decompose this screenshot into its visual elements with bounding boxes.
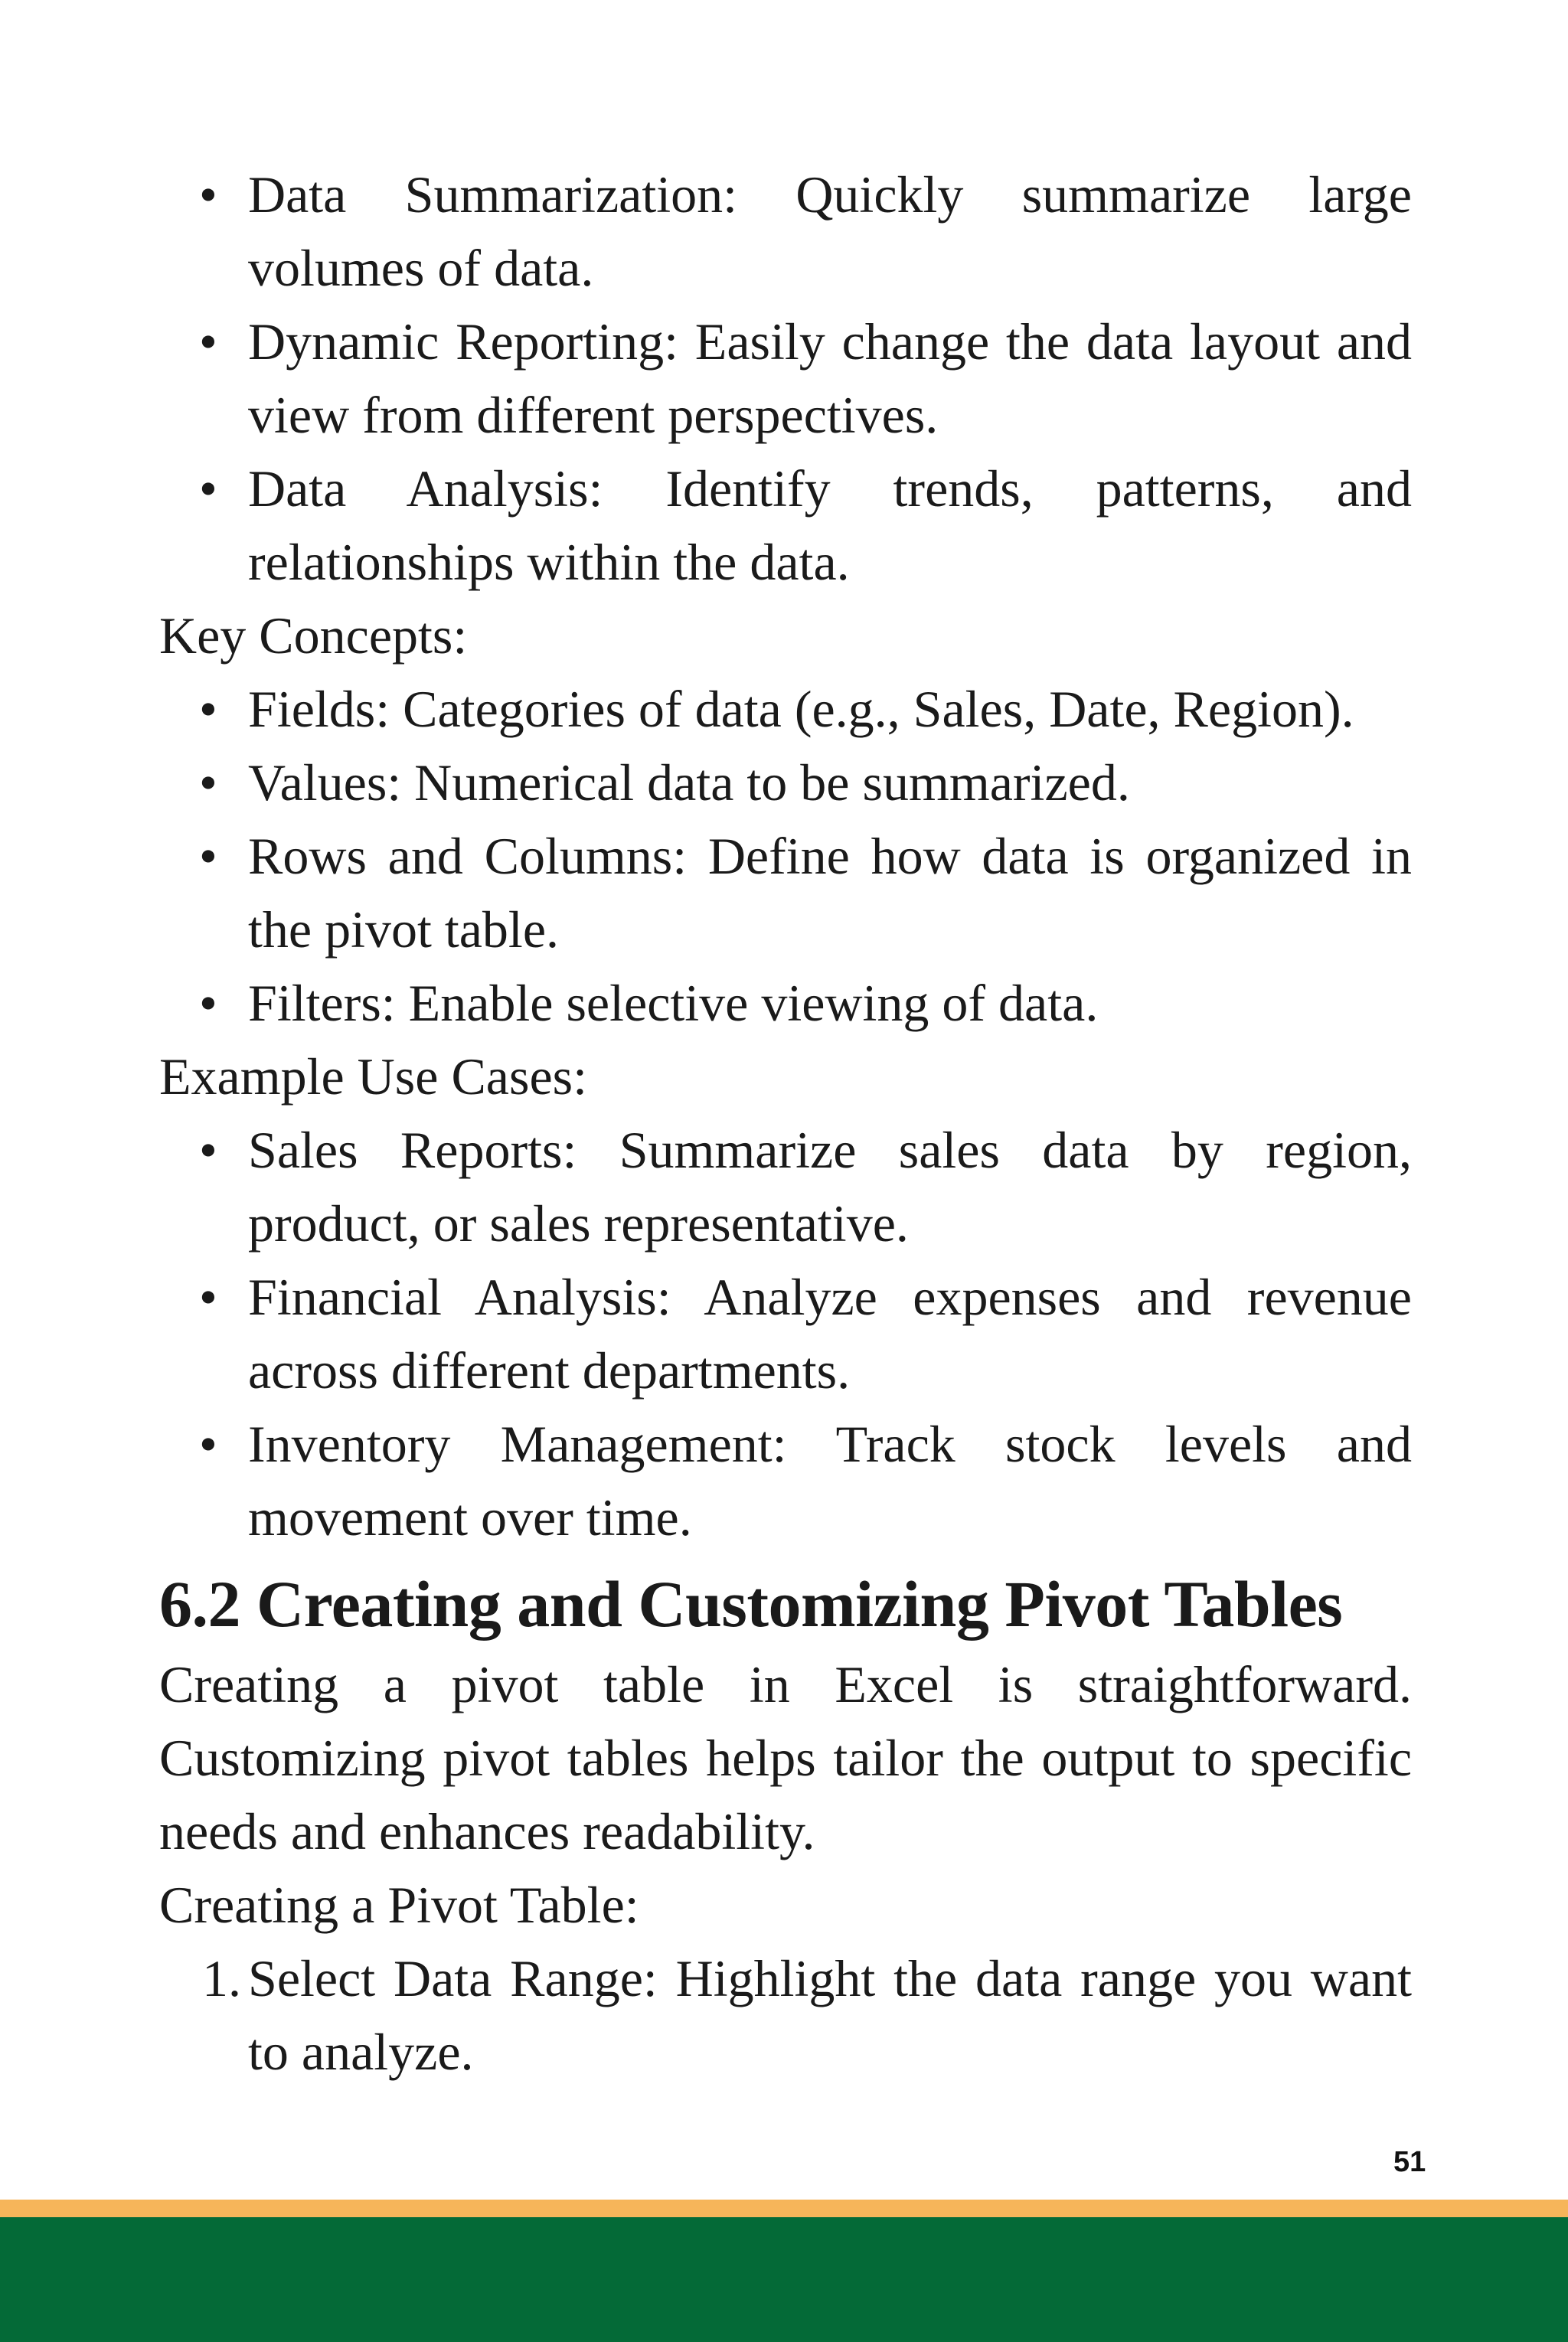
list-item	[159, 1260, 1412, 1407]
list-item	[159, 305, 1412, 452]
list-item	[159, 452, 1412, 599]
list-item-text: Dynamic Reporting: Easily change the data layout and view from different perspectives.	[248, 312, 1412, 444]
steps-list	[159, 1942, 1412, 2089]
list-item-text: Values: Numerical data to be summarized.	[248, 753, 1130, 812]
section-paragraph: Creating a pivot table in Excel is straightforward. Customizing pivot tables helps tailor the output to specific needs and enhances readability.	[159, 1655, 1412, 1860]
bullet-marker: •	[199, 1268, 217, 1326]
bullet-marker: •	[199, 680, 217, 738]
list-item-text: Rows and Columns: Define how data is organized in the pivot table.	[248, 827, 1412, 959]
steps-label: Creating a Pivot Table:	[159, 1876, 639, 1934]
list-item	[159, 1113, 1412, 1260]
bullet-marker: •	[199, 753, 217, 812]
step-number: 1.	[202, 1949, 241, 2007]
bullet-marker: •	[199, 1121, 217, 1179]
intro-bullet-list	[159, 158, 1412, 599]
bullet-marker: •	[199, 312, 217, 371]
list-item	[159, 819, 1412, 966]
list-item	[159, 966, 1412, 1040]
list-item-text: Data Analysis: Identify trends, patterns, and relationships within the data.	[248, 459, 1412, 591]
key-concepts-label: Key Concepts:	[159, 606, 468, 665]
page-number: 51	[1393, 2146, 1426, 2178]
bullet-marker: •	[199, 1415, 217, 1473]
list-item	[159, 1942, 1412, 2089]
example-use-cases-list	[159, 1113, 1412, 1554]
list-item-text: Inventory Management: Track stock levels and movement over time.	[248, 1415, 1412, 1547]
section-heading: 6.2 Creating and Customizing Pivot Tables	[159, 1567, 1343, 1641]
list-item-text: Filters: Enable selective viewing of data.	[248, 974, 1099, 1032]
list-item-text: Data Summarization: Quickly summarize large volumes of data.	[248, 165, 1412, 297]
list-item-text: Sales Reports: Summarize sales data by region, product, or sales representative.	[248, 1121, 1412, 1253]
example-use-cases-label: Example Use Cases:	[159, 1047, 587, 1106]
list-item	[159, 1407, 1412, 1554]
list-item-text: Financial Analysis: Analyze expenses and revenue across different departments.	[248, 1268, 1412, 1400]
list-item-text: Fields: Categories of data (e.g., Sales, Date, Region).	[248, 680, 1354, 738]
bullet-marker: •	[199, 165, 217, 224]
footer-band	[0, 2217, 1568, 2342]
footer-accent-stripe	[0, 2200, 1568, 2217]
list-item	[159, 158, 1412, 305]
bullet-marker: •	[199, 827, 217, 885]
bullet-marker: •	[199, 974, 217, 1032]
list-item	[159, 672, 1412, 746]
bullet-marker: •	[199, 459, 217, 518]
key-concepts-list	[159, 672, 1412, 1040]
list-item-text: Select Data Range: Highlight the data range you want to analyze.	[248, 1949, 1412, 2081]
page-content	[159, 158, 1412, 2089]
list-item	[159, 746, 1412, 819]
